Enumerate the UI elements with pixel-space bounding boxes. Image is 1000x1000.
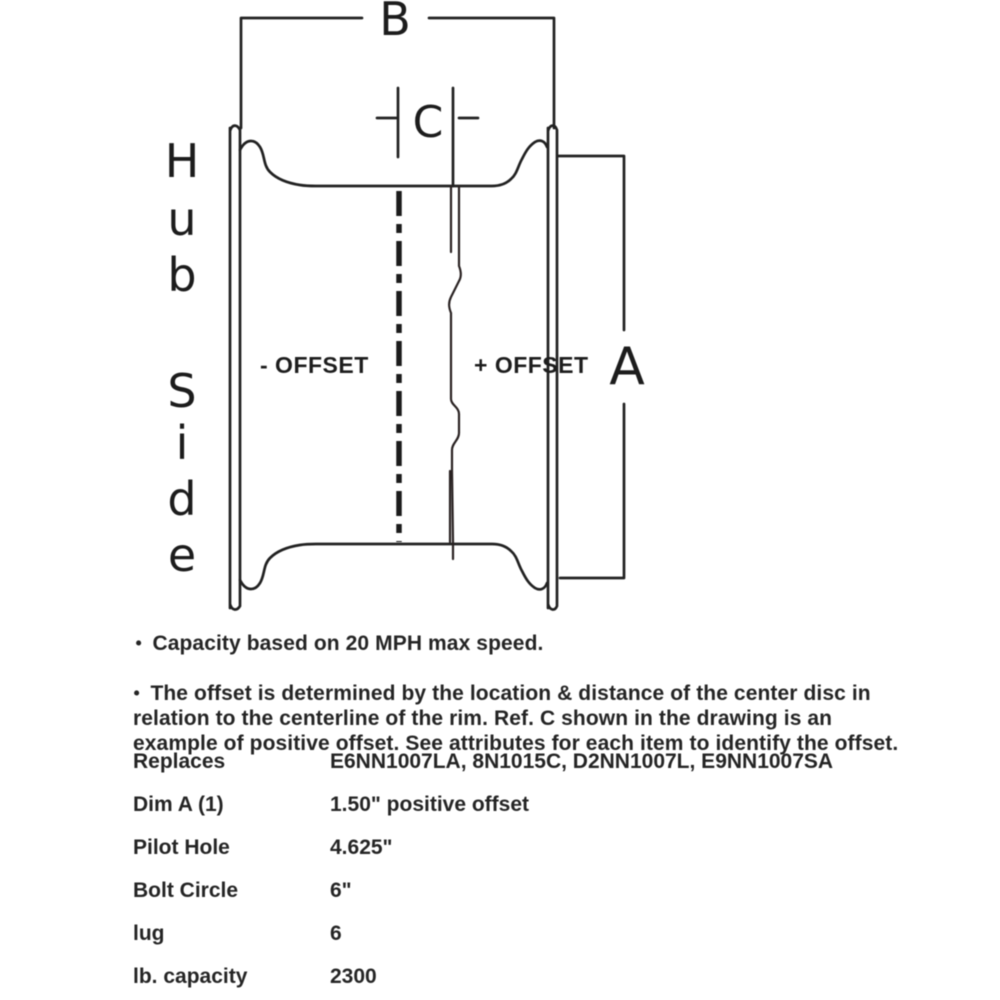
positive-offset-label: + OFFSET <box>474 352 589 378</box>
note-offset-line: example of positive offset. See attributes for each item to identify the offset. <box>133 732 899 755</box>
hub-side-letter: i <box>175 416 189 470</box>
spec-value: 6 <box>330 922 342 945</box>
dim-a-label: A <box>609 337 645 397</box>
dim-c-label: C <box>412 97 444 148</box>
hub-side-label <box>165 134 200 582</box>
spec-label: lb. capacity <box>133 965 248 988</box>
spec-value: 4.625" <box>330 836 393 859</box>
left-rim-flange <box>230 126 240 610</box>
spec-label: Replaces <box>133 750 226 773</box>
dim-b-label: B <box>379 0 411 46</box>
spec-row-bolt-circle <box>133 880 833 901</box>
spec-row-lug <box>133 923 833 944</box>
spec-value: 1.50" positive offset <box>330 793 530 816</box>
bullet-icon: • <box>135 633 142 654</box>
note-offset-line: The offset is determined by the location & distance of the center disc in <box>150 682 871 705</box>
bullet-icon: • <box>133 683 140 704</box>
spec-row-dim-a <box>133 794 833 815</box>
hub-side-letter: e <box>167 528 197 582</box>
note-offset-line: relation to the centerline of the rim. Ref. C shown in the drawing is an <box>133 707 833 730</box>
negative-offset-label: - OFFSET <box>260 352 369 378</box>
hub-side-letter: H <box>164 134 200 188</box>
hub-side-letter: b <box>167 248 197 302</box>
spec-label: Pilot Hole <box>133 836 230 859</box>
spec-row-replaces <box>133 751 833 772</box>
center-disc-profile <box>449 186 461 559</box>
spec-row-lb-capacity <box>133 966 833 987</box>
hub-side-letter: u <box>167 192 197 246</box>
rim-profile-bottom <box>240 544 547 589</box>
rim-profile-top <box>240 141 547 186</box>
spec-label: Dim A (1) <box>133 793 224 816</box>
hub-side-letter: S <box>167 364 197 418</box>
note-offset-explanation <box>133 681 898 756</box>
spec-value: E6NN1007LA, 8N1015C, D2NN1007L, E9NN1007SA <box>330 750 834 773</box>
note-capacity <box>135 632 543 656</box>
spec-label: lug <box>133 922 165 945</box>
hub-side-letter: d <box>167 472 197 526</box>
spec-value: 6" <box>330 879 352 902</box>
spec-value: 2300 <box>330 965 377 988</box>
spec-row-pilot-hole <box>133 837 833 858</box>
spec-label: Bolt Circle <box>133 879 239 902</box>
note-capacity-text: Capacity based on 20 MPH max speed. <box>152 632 544 655</box>
spec-table <box>133 751 833 1000</box>
